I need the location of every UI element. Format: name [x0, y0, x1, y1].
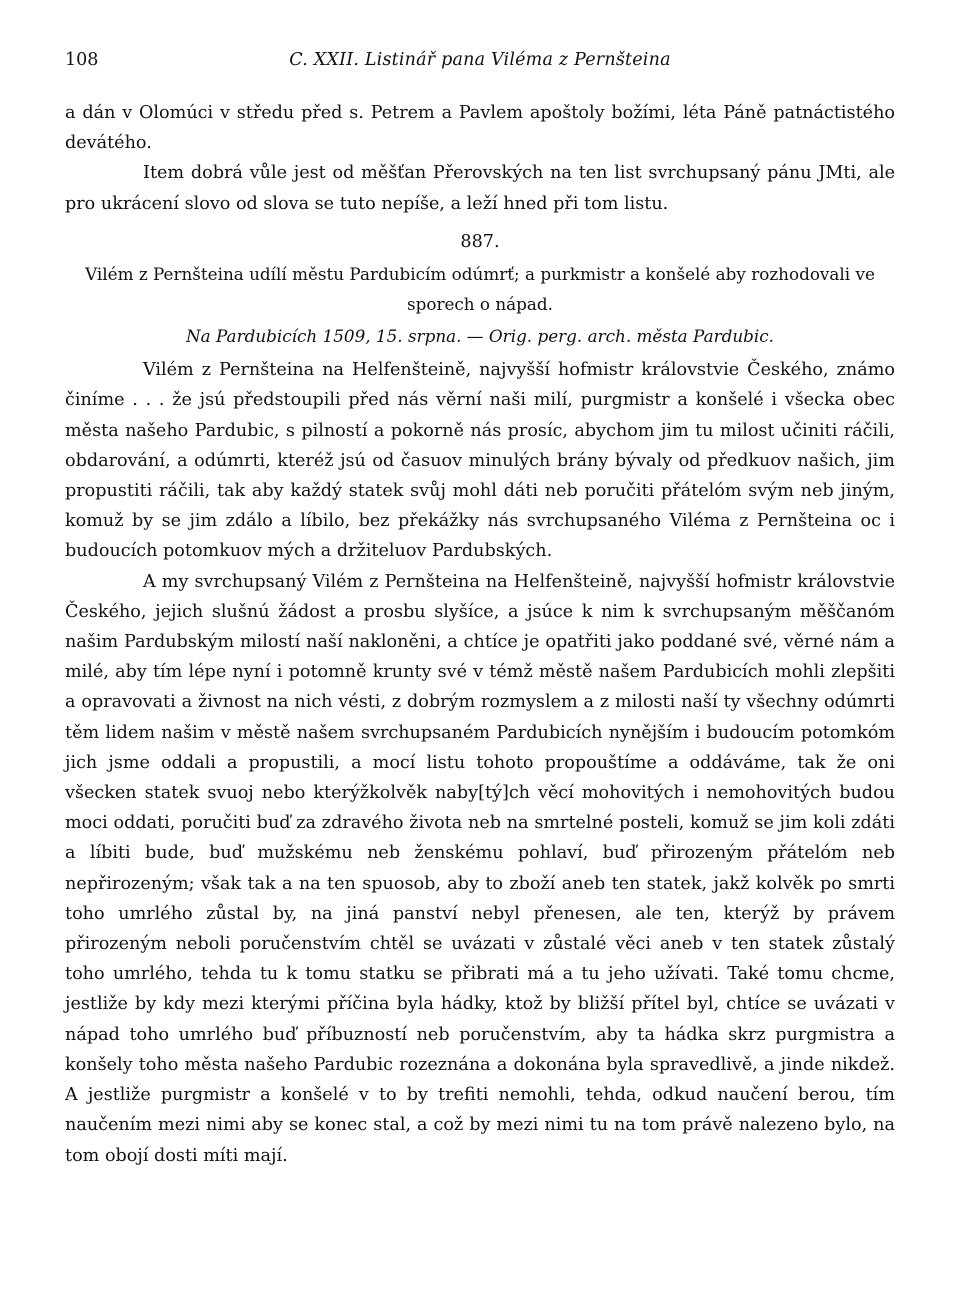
previous-document-ending: a dán v Olomúci v středu před s. Petrem a Pavlem apoštoly božími, léta Páně patnáctistého devátého. [65, 103, 895, 154]
previous-document-note: Item dobrá vůle jest od měšťan Přerovských na ten list svrchupsaný pánu JMti, ale pro ukrácení slovo od slova se tuto nepíše, a leží hned při tom listu. [65, 163, 895, 214]
document-paragraph: Vilém z Pernšteina na Helfenšteině, najvyšší hofmistr královstvie Českého, známo činíme . . . že jsú předstoupili před nás věrní naši milí, purgmistr a konšelé i všecka obec města našeho Pardubic, s pilností a pokorně nás prosíc, abychom jim tu milost učiniti ráčili, obdarování, a odúmrti, kteréž jsú od časuov minulých brány bývaly od předkuov našich, jim propustiti ráčili, tak aby každý statek svůj mohl dáti neb poručiti přátelóm svým neb jiným, komuž by se jim zdálo a líbilo, bez překážky nás svrchupsaného Viléma z Pernšteina oc i budoucích potomkuov mých a držiteluov Pardubských. [65, 360, 895, 562]
running-title: C. XXII. Listinář pana Viléma z Pernšteina [289, 50, 671, 70]
page-number: 108 [65, 50, 99, 70]
document-source: Na Pardubicích 1509, 15. srpna. — Orig. perg. arch. města Pardubic. [186, 326, 774, 347]
document-paragraph: A my svrchupsaný Vilém z Pernšteina na Helfenšteině, najvyšší hofmistr královstvie Českého, jejich slušnú žádost a prosbu slyšíce, a jsúce k nim k svrchupsaným měščanóm našim Pardubským milostí naší nakloněni, a chtíce je opatřiti jako poddané své, věrné nám a milé, aby tím lépe nyní i potomně krunty své v témž městě našem Pardubicích mohli zlepšiti a opravovati a živnost na nich vésti, z dobrým rozmyslem a z milosti naší ty všechny odúmrti těm lidem našim v městě našem svrchupsaném Pardubicích nynějším i budoucím potomkóm jich jsme oddali a propustili, a mocí listu tohoto propouštíme a oddáváme, tak že oni všecken statek svuoj nebo kterýžkolvěk naby[tý]ch věcí mohovitých i nemohovitých budou moci oddati, poručiti buď za zdravého života neb na smrtelné posteli, komuž se jim koli zdáti a líbiti bude, buď mužskému neb ženskému pohlaví, buď přirozeným přátelóm neb nepřirozeným; však tak a na ten spuosob, aby to zboží aneb ten statek, jakž kolvěk po smrti toho umrlého zůstal by, na jiná panství nebyl přenesen, ale ten, kterýž by právem přirozeným neboli poručenstvím chtěl se uvázati v zůstalé věci aneb v ten statek zůstalý toho umrlého, tehda tu k tomu statku se přibrati má a tu jeho užívati. Také tomu chcme, jestliže by kdy mezi kterými příčina byla hádky, ktož by bližší přítel byl, chtíce se uvázati v nápad toho umrlého buď příbuzností neb poručenstvím, aby ta hádka skrz purgmistra a konšely toho města našeho Pardubic rozeznána a dokonána byla spravedlivě, a jinde nikdež. A jestliže purgmistr a konšelé v to by trefiti nemohli, tehda, odkud naučení berou, tím naučením mezi nimi aby se konec stal, a což by mezi nimi tu na tom právě nalezeno bylo, na tom obojí dosti míti mají. [65, 571, 895, 1166]
document-number: 887. [460, 231, 500, 252]
document-summary: Vilém z Pernšteina udílí městu Pardubicím odúmrť; a purkmistr a konšelé aby rozhodovali ve sporech o nápad. [85, 264, 875, 315]
page-header [65, 50, 895, 74]
page-body [65, 98, 895, 1171]
